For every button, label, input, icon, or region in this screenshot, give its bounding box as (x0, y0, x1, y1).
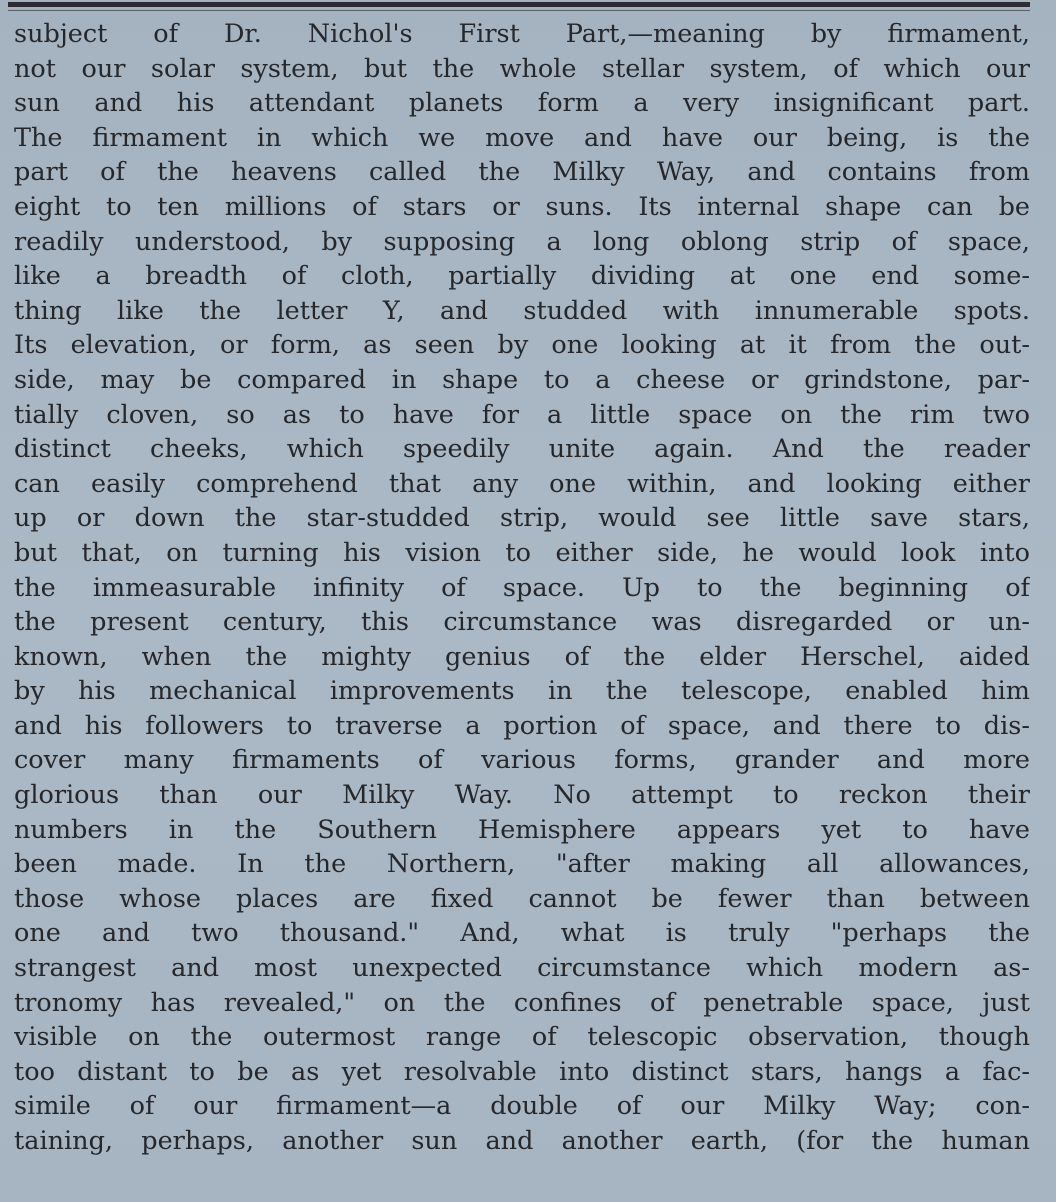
text-line: tially cloven, so as to have for a little space on the rim two (14, 399, 1030, 430)
text-line: simile of our firmament—a double of our Milky Way; con- (14, 1091, 1030, 1122)
text-line: tronomy has revealed," on the confines of penetrable space, just (14, 987, 1030, 1018)
text-line: the immeasurable infinity of space. Up to the beginning of (14, 572, 1030, 603)
text-line: like a breadth of cloth, partially dividing at one end some- (14, 261, 1030, 292)
text-line: taining, perhaps, another sun and another earth, (for the human (14, 1126, 1030, 1156)
text-line: strangest and most unexpected circumstance which modern as- (14, 953, 1030, 984)
text-line: numbers in the Southern Hemisphere appears yet to have (14, 814, 1030, 845)
text-line: up or down the star-studded strip, would see little save stars, (14, 503, 1030, 534)
text-line: the present century, this circumstance was disregarded or un- (14, 607, 1030, 638)
text-line: subject of Dr. Nichol's First Part,—meaning by firmament, (14, 19, 1030, 49)
text-column (14, 17, 1030, 1159)
text-line: distinct cheeks, which speedily unite again. And the reader (14, 434, 1030, 465)
text-line: and his followers to traverse a portion of space, and there to dis- (14, 710, 1030, 741)
text-line: visible on the outermost range of telescopic observation, though (14, 1022, 1030, 1053)
text-line: by his mechanical improvements in the telescope, enabled him (14, 676, 1030, 707)
text-line: known, when the mighty genius of the elder Herschel, aided (14, 641, 1030, 672)
text-line: sun and his attendant planets form a very insignificant part. (14, 88, 1030, 119)
text-line: side, may be compared in shape to a cheese or grindstone, par- (14, 364, 1030, 395)
top-rule-thin (8, 10, 1030, 11)
text-line: been made. In the Northern, "after making all allowances, (14, 849, 1030, 880)
text-line: too distant to be as yet resolvable into distinct stars, hangs a fac- (14, 1056, 1030, 1087)
text-line: Its elevation, or form, as seen by one looking at it from the out- (14, 330, 1030, 361)
text-line: but that, on turning his vision to either side, he would look into (14, 537, 1030, 568)
text-line: glorious than our Milky Way. No attempt to reckon their (14, 780, 1030, 811)
text-line: can easily comprehend that any one within, and looking either (14, 468, 1030, 499)
text-line: those whose places are fixed cannot be fewer than between (14, 883, 1030, 914)
text-line: cover many firmaments of various forms, grander and more (14, 745, 1030, 776)
text-line: thing like the letter Y, and studded with innumerable spots. (14, 295, 1030, 326)
text-line: readily understood, by supposing a long oblong strip of space, (14, 226, 1030, 257)
top-rule (8, 2, 1030, 7)
text-line: eight to ten millions of stars or suns. Its internal shape can be (14, 191, 1030, 222)
text-line: not our solar system, but the whole stellar system, of which our (14, 53, 1030, 84)
text-line: one and two thousand." And, what is truly "perhaps the (14, 918, 1030, 949)
text-line: The firmament in which we move and have our being, is the (14, 122, 1030, 153)
text-line: part of the heavens called the Milky Way, and contains from (14, 157, 1030, 188)
